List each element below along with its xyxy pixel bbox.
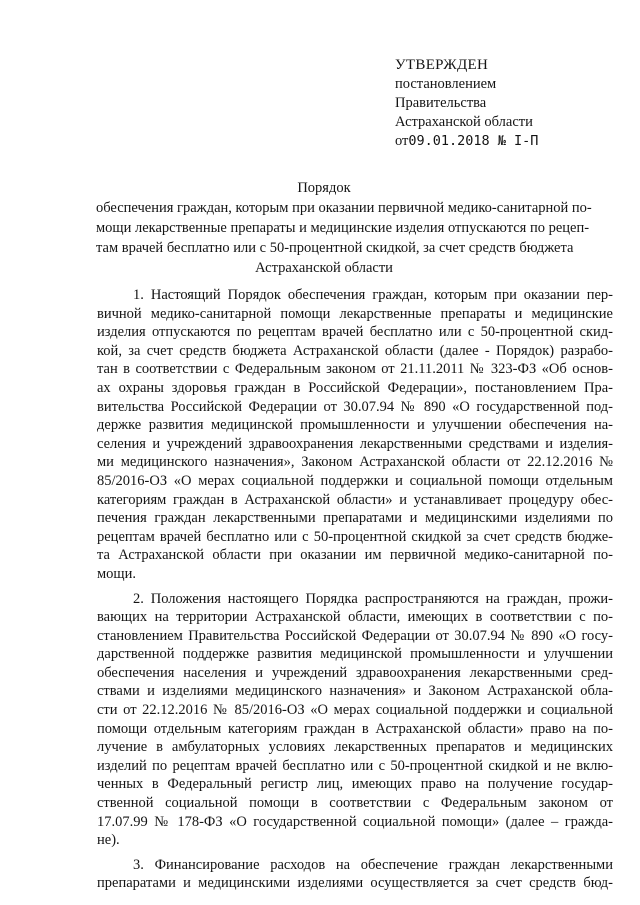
paragraph-line: 2. Положения настоящего Порядка распространяются на граждан, прожи- <box>133 590 613 607</box>
paragraph-line: ми медицинского назначения», Законом Астраханской области от 22.12.2016 № <box>97 454 613 471</box>
paragraph-line: вающих на территории Астраханской области, имеющих в соответствии с по- <box>97 609 613 626</box>
paragraph-line: обеспечения населения и учреждений здравоохранения лекарственными сред- <box>97 664 613 681</box>
approval-line-2: Правительства <box>395 95 487 111</box>
paragraph-line: изделия отпускаются по рецептам врачей бесплатно или с 50-процентной скид- <box>97 324 613 341</box>
paragraph-line: кой, за счет средств бюджета Астраханской области (далее - Порядок) разрабо- <box>97 342 613 359</box>
paragraph-line: 17.07.99 № 178-ФЗ «О государственной социальной помощи» (далее – гражда- <box>97 813 613 830</box>
paragraph-line: та Астраханской области при оказании им первичной медико-санитарной по- <box>97 547 613 564</box>
paragraph-line: изделий по рецептам врачей бесплатно или с 50-процентной скидкой и не вклю- <box>97 757 613 774</box>
approval-line-3: Астраханской области <box>395 114 533 130</box>
title-line: мощи лекарственные препараты и медицинские изделия отпускаются по рецеп- <box>96 220 590 236</box>
paragraph-line: тан в соответствии с Федеральным законом от 21.11.2011 № 323-ФЗ «Об основ- <box>97 361 613 378</box>
paragraph-line: помощи отдельным категориям граждан в Астраханской области» право на по- <box>97 720 613 737</box>
paragraph-line: лучение в амбулаторных условиях лекарственных препаратов и медицинских <box>97 739 613 756</box>
paragraph-line: 3. Финансирование расходов на обеспечение граждан лекарственными <box>133 856 613 873</box>
title-line: Астраханской области <box>255 260 393 276</box>
paragraph-line: не). <box>97 832 120 849</box>
approval-date-row <box>395 132 615 151</box>
approval-date: 09.01.2018 <box>408 133 490 149</box>
paragraph-line: 1. Настоящий Порядок обеспечения граждан, которым при оказании пер- <box>133 287 613 303</box>
paragraph <box>97 590 613 850</box>
document-body <box>97 286 613 899</box>
paragraph-line: вичной медико-санитарной помощи лекарственные препараты и медицинские <box>97 305 613 322</box>
paragraph-line: дарственной поддержке развития медицинской промышленности и улучшении <box>97 646 613 663</box>
title-line: обеспечения граждан, которым при оказании первичной медико-санитарной по- <box>96 200 592 216</box>
approval-number: № I-П <box>497 133 539 149</box>
paragraph-line: рецептам врачей бесплатно или с 50-процентной скидкой за счет средств бюдже- <box>97 528 613 545</box>
paragraph-line: вительства Российской Федерации от 30.07.94 № 890 «О государственной под- <box>97 398 613 415</box>
paragraph-line: ствами и изделиями медицинского назначения» и Законом Астраханской обла- <box>97 683 613 700</box>
paragraph <box>97 856 613 893</box>
paragraph-line: селения и учреждений здравоохранения лекарственными средствами и изделия- <box>97 435 613 452</box>
paragraph-line: становлением Правительства Российской Федерации от 30.07.94 № 890 «О госу- <box>97 627 613 644</box>
paragraph-line: категориям граждан в Астраханской области» и устанавливает процедуру обес- <box>97 491 613 508</box>
title-word: Порядок <box>297 180 351 196</box>
paragraph-line: ах охраны здоровья граждан в Российской Федерации», постановлением Пра- <box>97 379 613 396</box>
approval-heading: УТВЕРЖДЕН <box>395 57 489 73</box>
paragraph <box>97 286 613 584</box>
paragraph-line: печения граждан лекарственными препаратами и медицинскими изделиями по <box>97 510 613 527</box>
paragraph-line: сти от 22.12.2016 № 85/2016-ОЗ «О мерах социальной поддержки и социальной <box>97 702 613 719</box>
paragraph-line: 85/2016-ОЗ «О мерах социальной поддержки и социальной помощи отдельным <box>97 472 613 489</box>
approval-stamp <box>395 56 615 151</box>
paragraph-line: мощи. <box>97 565 136 582</box>
paragraph-line: ственной социальной помощи в соответствии с Федеральным законом от <box>97 795 613 812</box>
approval-date-prefix: от <box>395 133 409 149</box>
approval-line-1: постановлением <box>395 76 497 92</box>
paragraph-line: препаратами и медицинскими изделиями осуществляется за счет средств бюд- <box>97 875 613 892</box>
paragraph-line: ченных в Федеральный регистр лиц, имеющих право на получение государ- <box>97 776 613 793</box>
document-title <box>96 178 592 278</box>
title-line: там врачей бесплатно или с 50-процентной скидкой, за счет средств бюджета <box>96 240 574 256</box>
paragraph-line: держке развития медицинской промышленности и улучшении обеспечения на- <box>97 417 613 434</box>
